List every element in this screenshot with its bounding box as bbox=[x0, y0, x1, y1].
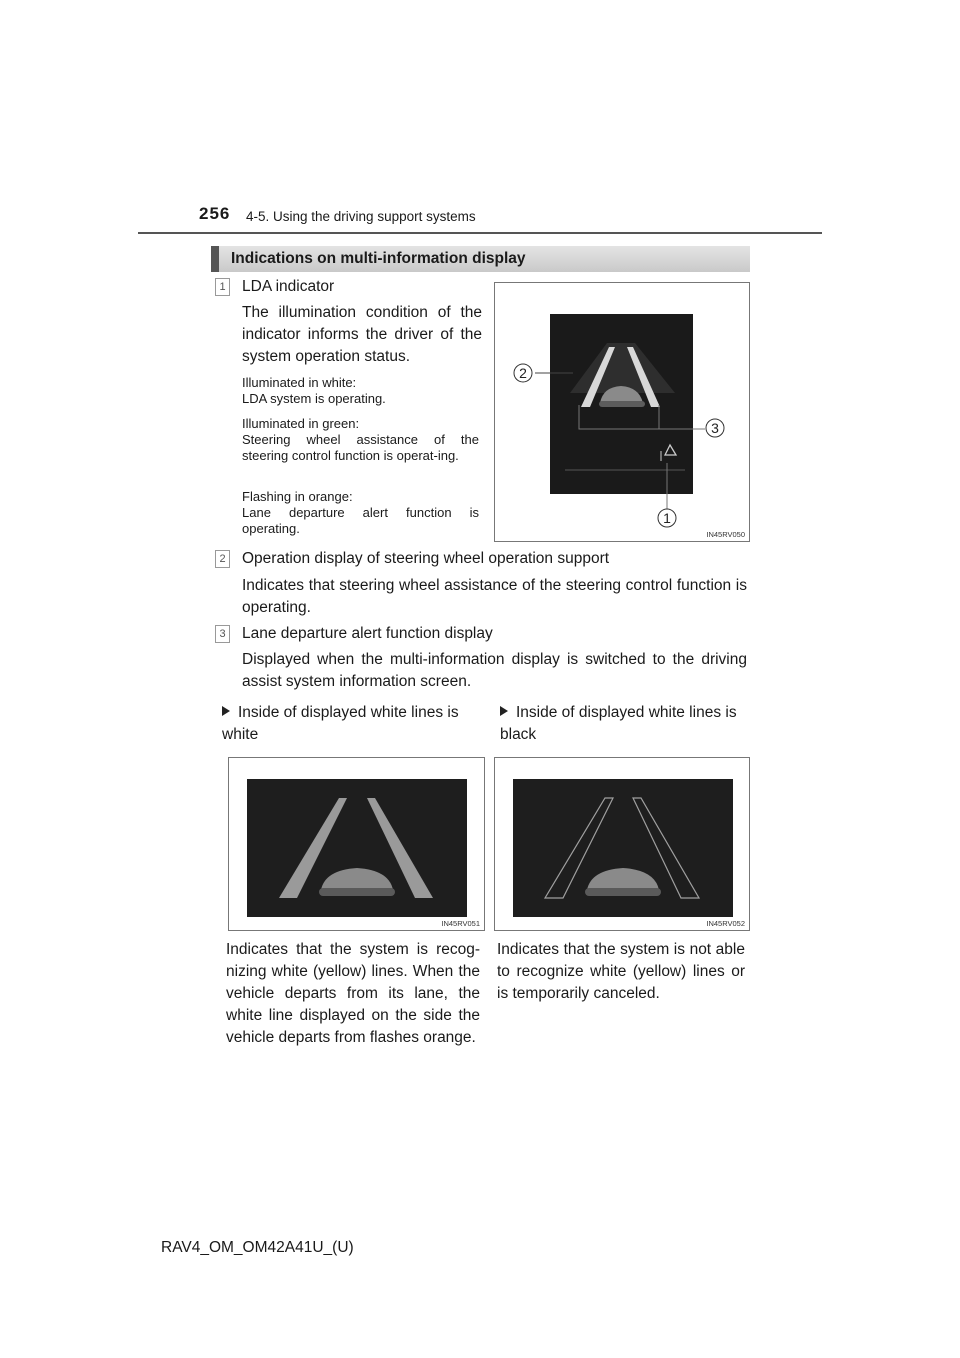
bullet-right bbox=[500, 702, 748, 746]
callout-2: 2 bbox=[519, 365, 527, 381]
section-title: Indications on multi-information display bbox=[231, 250, 526, 267]
item-badge-1: 1 bbox=[215, 278, 230, 296]
caption-left: Indicates that the system is recog-nizing white (yellow) lines. When the vehicle departs from its lane, the white line displayed on the side the vehicle departs from flashes orange. bbox=[226, 941, 480, 1046]
state-illuminated-green bbox=[242, 416, 479, 464]
state-text: Steering wheel assistance of the steering control function is operat-ing. bbox=[242, 432, 479, 463]
display-illustration bbox=[495, 283, 751, 543]
figure-main bbox=[494, 282, 750, 542]
item-badge-2: 2 bbox=[215, 550, 230, 568]
figure-left bbox=[228, 757, 485, 931]
caption-right: Indicates that the system is not able to recognize white (yellow) lines or is temporarily canceled. bbox=[497, 941, 745, 1002]
figure-code: IN45RV052 bbox=[706, 919, 745, 928]
bullet-triangle-icon bbox=[500, 706, 508, 716]
state-label: Flashing in orange: bbox=[242, 489, 353, 504]
item-badge-3: 3 bbox=[215, 625, 230, 643]
state-illuminated-white bbox=[242, 375, 479, 407]
display-illustration-white-lines bbox=[229, 758, 486, 932]
item-description-3: Displayed when the multi-information display is switched to the driving assist system information screen. bbox=[242, 651, 747, 690]
figure-right bbox=[494, 757, 750, 931]
figure-code: IN45RV050 bbox=[706, 530, 745, 539]
state-flashing-orange bbox=[242, 489, 479, 537]
item-heading-2: Operation display of steering wheel operation support bbox=[242, 550, 610, 567]
state-text: LDA system is operating. bbox=[242, 391, 386, 406]
state-label: Illuminated in white: bbox=[242, 375, 357, 390]
item-heading-3: Lane departure alert function display bbox=[242, 625, 493, 642]
bullet-right-text: Inside of displayed white lines is black bbox=[500, 704, 737, 743]
display-illustration-black-lines bbox=[495, 758, 751, 932]
item-heading-1: LDA indicator bbox=[242, 278, 335, 295]
callout-3: 3 bbox=[711, 420, 719, 436]
item-description-1: The illumination condition of the indicator informs the driver of the system operation status. bbox=[242, 304, 482, 365]
page-number: 256 bbox=[199, 204, 231, 223]
state-label: Illuminated in green: bbox=[242, 416, 360, 431]
header-divider bbox=[138, 232, 822, 234]
section-heading: 4-5. Using the driving support systems bbox=[246, 209, 476, 224]
footer-code: RAV4_OM_OM42A41U_(U) bbox=[161, 1239, 354, 1256]
bullet-left-text: Inside of displayed white lines is white bbox=[222, 704, 459, 743]
section-title-bar bbox=[211, 246, 750, 272]
state-text: Lane departure alert function is operating. bbox=[242, 505, 479, 536]
figure-code: IN45RV051 bbox=[441, 919, 480, 928]
bullet-left bbox=[222, 702, 484, 746]
bullet-triangle-icon bbox=[222, 706, 230, 716]
item-description-2: Indicates that steering wheel assistance of the steering control function is operating. bbox=[242, 577, 747, 616]
callout-1: 1 bbox=[663, 510, 671, 526]
